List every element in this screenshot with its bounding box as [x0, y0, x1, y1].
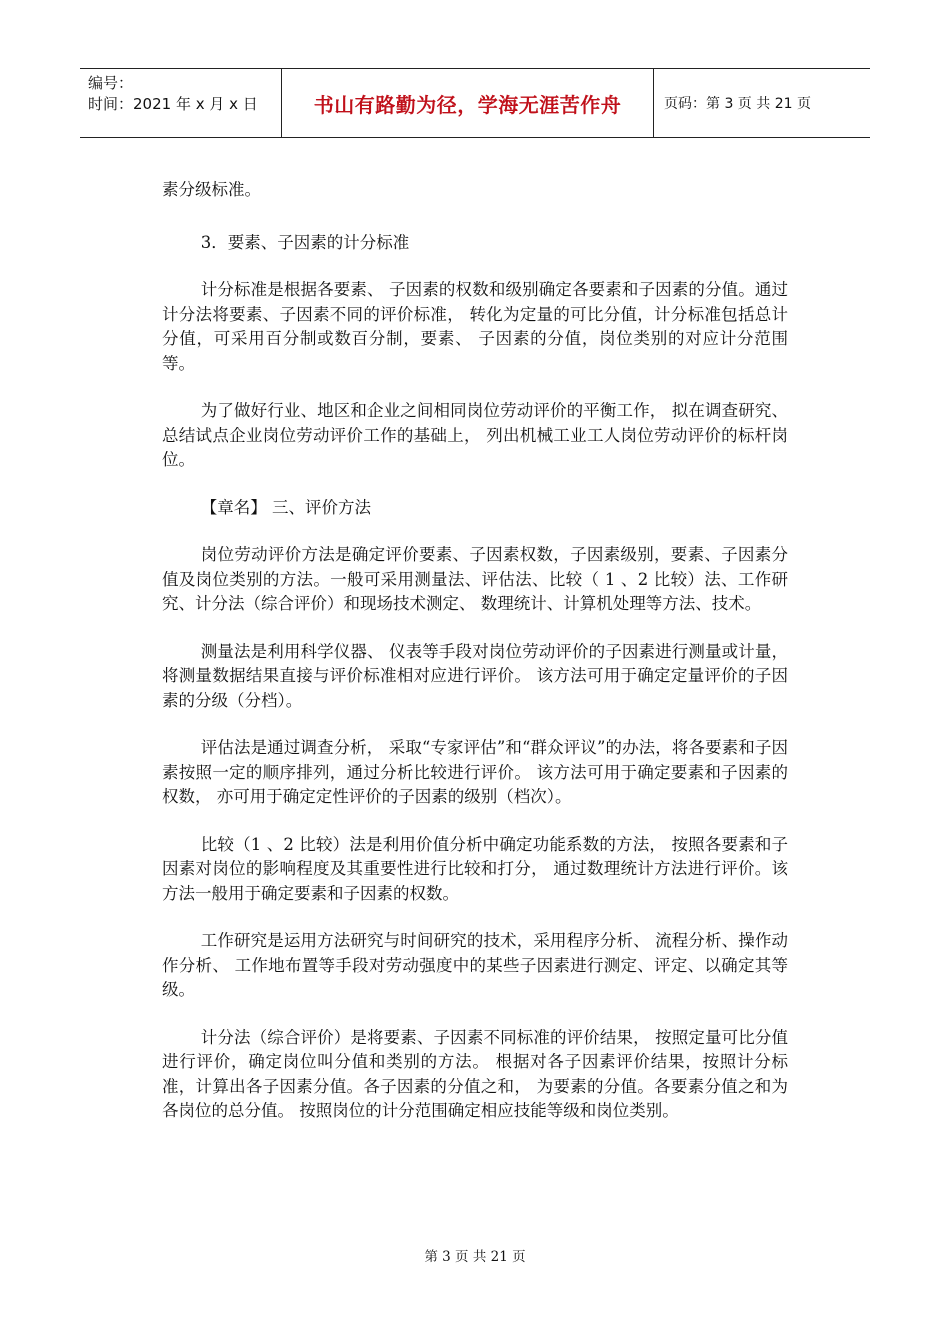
page-footer: 第 3 页 共 21 页	[424, 1249, 526, 1265]
paragraph: 计分标准是根据各要素、 子因素的权数和级别确定各要素和子因素的分值。通过计分法将要素、子因素不同的评价标准， 转化为定量的可比分值，计分标准包括总计分值，可采用百分制或数百分制，要素、 子因素的分值，岗位类别的对应计分范围等。	[162, 280, 788, 373]
paragraph: 岗位劳动评价方法是确定评价要素、子因素权数，子因素级别，要素、子因素分值及岗位类别的方法。一般可采用测量法、评估法、比较（ 1 、2 比较）法、工作研究、计分法（综合评价）和现场技术测定、 数理统计、计算机处理等方法、技术。	[162, 545, 788, 613]
motto: 书山有路勤为径，学海无涯苦作舟	[313, 92, 622, 117]
header-meta	[80, 69, 282, 137]
header-motto-cell	[282, 69, 654, 137]
paragraph: 计分法（综合评价）是将要素、子因素不同标准的评价结果， 按照定量可比分值进行评价，确定岗位叫分值和类别的方法。 根据对各子因素评价结果，按照计分标准，计算出各子因素分值。各子因素的分值之和， 为要素的分值。各要素分值之和为各岗位的总分值。 按照岗位的计分范围确定相应技能等级和岗位类别。	[162, 1027, 788, 1120]
paragraph: 比较（1 、2 比较）法是利用价值分析中确定功能系数的方法， 按照各要素和子因素对岗位的影响程度及其重要性进行比较和打分， 通过数理统计方法进行评价。该方法一般用于确定要素和子因素的权数。	[162, 834, 788, 903]
document-date: 时间：2021 年 x 月 x 日	[88, 95, 258, 113]
paragraph: 工作研究是运用方法研究与时间研究的技术，采用程序分析、 流程分析、操作动作分析、 工作地布置等手段对劳动强度中的某些子因素进行测定、评定、以确定其等级。	[162, 931, 788, 999]
document-number: 编号：	[88, 74, 134, 92]
section-heading: 3．要素、子因素的计分标准	[200, 232, 410, 252]
paragraph: 为了做好行业、地区和企业之间相同岗位劳动评价的平衡工作， 拟在调查研究、总结试点企业岗位劳动评价工作的基础上， 列出机械工业工人岗位劳动评价的标杆岗位。	[162, 401, 788, 469]
header-page-number: 页码：第 3 页 共 21 页	[664, 96, 811, 112]
paragraph: 素分级标准。	[162, 180, 261, 199]
document-body	[162, 178, 788, 1147]
paragraph: 评估法是通过调查分析， 采取“专家评估”和“群众评议”的办法，将各要素和子因素按照一定的顺序排列，通过分析比较进行评价。 该方法可用于确定要素和子因素的权数， 亦可用于确定定性评价的子因素的级别（档次）。	[162, 738, 788, 806]
page-header	[80, 68, 870, 138]
paragraph: 测量法是利用科学仪器、 仪表等手段对岗位劳动评价的子因素进行测量或计量，将测量数据结果直接与评价标准相对应进行评价。 该方法可用于确定定量评价的子因素的分级（分档）。	[162, 641, 788, 710]
header-page-cell	[654, 69, 870, 137]
chapter-heading: 【章名】 三、评价方法	[200, 497, 372, 517]
